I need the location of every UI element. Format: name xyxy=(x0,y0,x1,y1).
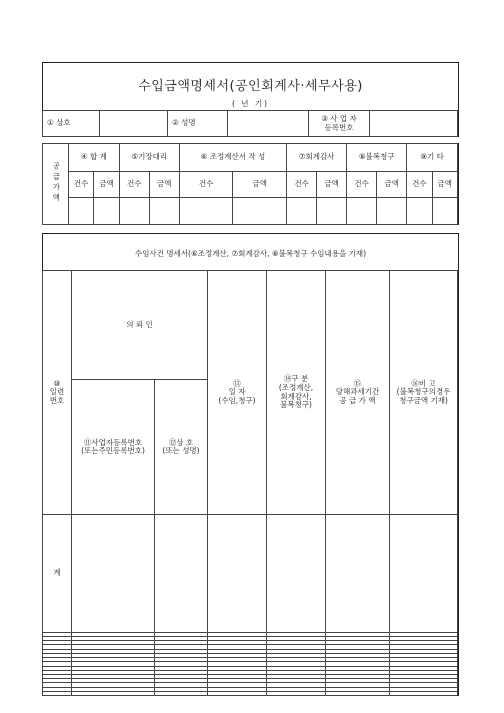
supply-row-label: 공급가액 xyxy=(43,144,69,225)
input-cell[interactable] xyxy=(119,198,149,225)
col-appeal: ⑧불복청구 xyxy=(347,144,407,172)
biz-reg-field[interactable] xyxy=(370,111,458,137)
input-cell[interactable] xyxy=(69,198,94,225)
input-cell[interactable] xyxy=(407,198,432,225)
sub-amount: 금액 xyxy=(233,172,287,198)
supply-box xyxy=(42,143,459,225)
supply-table xyxy=(42,143,458,225)
input-cell[interactable] xyxy=(390,515,458,633)
col-serial: ⑩ 일련 번호 xyxy=(43,271,72,515)
sub-amount: 금액 xyxy=(94,172,119,198)
detail-table xyxy=(42,270,458,696)
col-bookkeeping: ⑤기장대리 xyxy=(119,144,179,172)
trade-name-field[interactable] xyxy=(100,111,168,137)
input-cell[interactable] xyxy=(72,515,155,633)
sub-count: 건수 xyxy=(69,172,94,198)
col-note: ⑯비 고 (불복청구의경우 청구금액 기재) xyxy=(390,271,458,515)
input-cell[interactable] xyxy=(326,515,390,633)
sub-amount: 금액 xyxy=(377,172,407,198)
sub-amount: 금액 xyxy=(432,172,457,198)
input-cell[interactable] xyxy=(179,198,233,225)
input-cell[interactable] xyxy=(432,198,457,225)
sub-count: 건수 xyxy=(119,172,149,198)
input-cell[interactable] xyxy=(155,691,208,695)
input-cell[interactable] xyxy=(390,691,458,695)
col-date: ⑬ 일 자 (수임,청구) xyxy=(208,271,267,515)
input-cell[interactable] xyxy=(149,198,179,225)
biz-reg-label: ③ 사 업 자 등록번호 xyxy=(309,111,370,137)
detail-caption: 수임사건 명세서(⑥조정계산, ⑦회계감사, ⑧불복청구 수임내용을 기재) xyxy=(134,249,367,258)
input-cell[interactable] xyxy=(287,198,317,225)
col-total: ④ 합 계 xyxy=(69,144,120,172)
header-box xyxy=(42,62,459,137)
input-cell[interactable] xyxy=(208,691,267,695)
input-cell[interactable] xyxy=(317,198,347,225)
sub-amount: 금액 xyxy=(317,172,347,198)
input-cell[interactable] xyxy=(94,198,119,225)
table-row xyxy=(43,691,458,695)
sub-amount: 금액 xyxy=(149,172,179,198)
detail-box xyxy=(42,233,459,696)
input-cell[interactable] xyxy=(326,691,390,695)
col-supply: ⑮ 당해과세기간 공 급 가 액 xyxy=(326,271,390,515)
input-cell[interactable] xyxy=(347,198,377,225)
input-cell[interactable] xyxy=(267,691,326,695)
col-type: ⑭구 분 (조정계산, 회계감사, 불복청구) xyxy=(267,271,326,515)
input-cell[interactable] xyxy=(267,515,326,633)
sub-count: 건수 xyxy=(287,172,317,198)
sub-count: 건수 xyxy=(347,172,377,198)
sub-count: 건수 xyxy=(407,172,432,198)
period-label: ( 년 기) xyxy=(231,99,270,108)
input-cell[interactable] xyxy=(377,198,407,225)
input-cell[interactable] xyxy=(43,691,72,695)
total-label: 계 xyxy=(43,515,72,633)
client-header: 의 뢰 인 xyxy=(72,271,208,380)
document-title: 수입금액명세서(공인회계사·세무사용) xyxy=(138,79,363,94)
info-table xyxy=(42,110,458,137)
name-field[interactable] xyxy=(228,111,309,137)
col-adjustment: ⑥ 조정계산서 작 성 xyxy=(179,144,286,172)
input-cell[interactable] xyxy=(233,198,287,225)
input-cell[interactable] xyxy=(155,515,208,633)
col-bizno: ⑪사업자등록번호 (또는주민등록번호) xyxy=(72,380,155,515)
input-cell[interactable] xyxy=(72,691,155,695)
col-other: ⑨기 타 xyxy=(407,144,458,172)
sub-count: 건수 xyxy=(179,172,233,198)
input-cell[interactable] xyxy=(208,515,267,633)
col-company: ⑫상 호 (또는 성명) xyxy=(155,380,208,515)
col-audit: ⑦회계감사 xyxy=(287,144,347,172)
name-label: ② 성명 xyxy=(168,111,228,137)
trade-name-label: ① 상호 xyxy=(43,111,100,137)
